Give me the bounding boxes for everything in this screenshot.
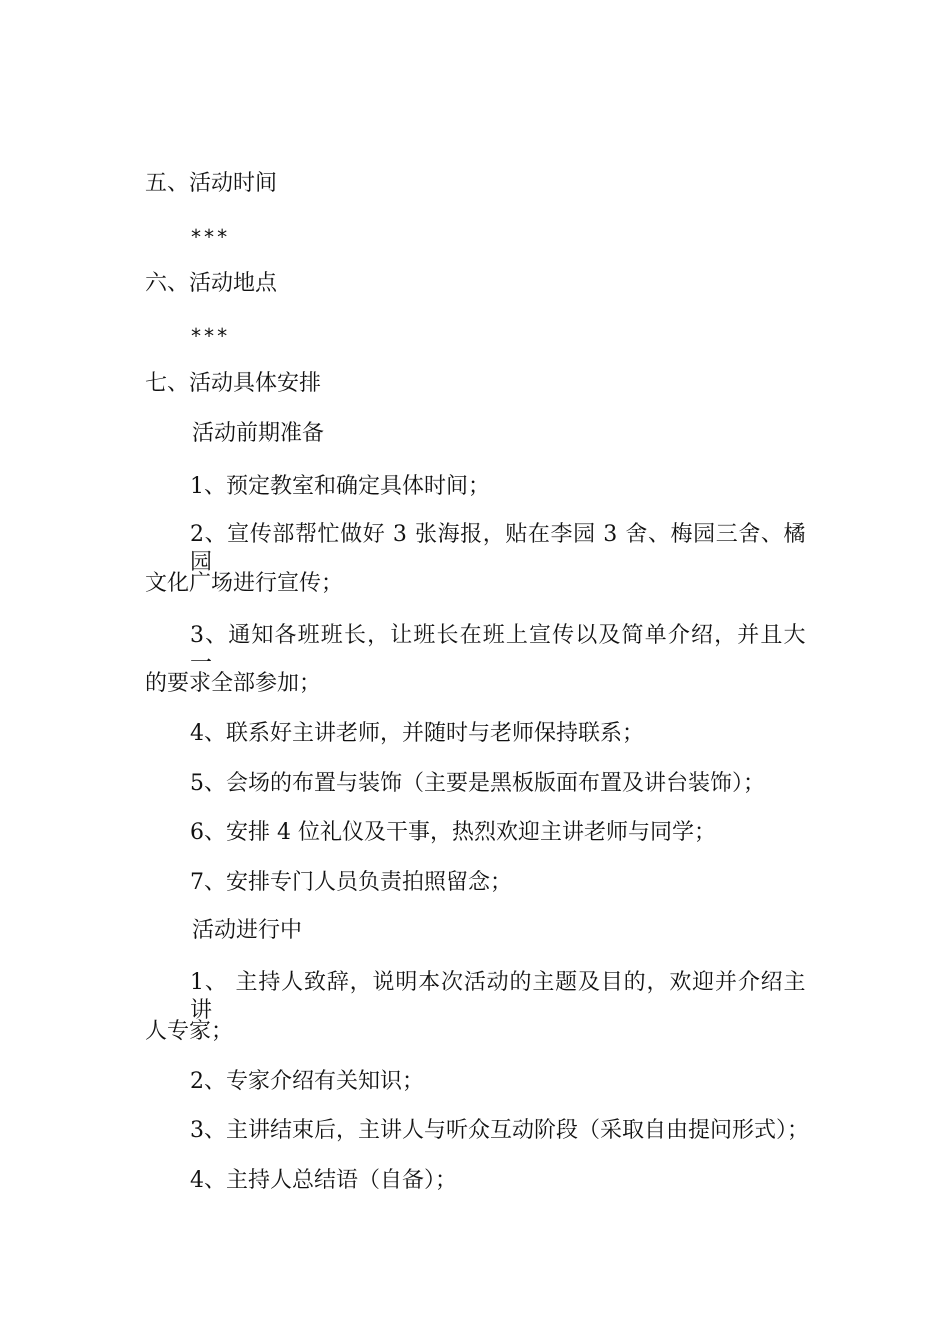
prep-item: 7、安排专门人员负责拍照留念； (190, 870, 512, 895)
prep-item: 6、安排 4 位礼仪及干事，热烈欢迎主讲老师与同学； (190, 820, 716, 845)
prep-item-continuation: 文化广场进行宣传； (145, 571, 344, 596)
prep-item: 2、宣传部帮忙做好 3 张海报，贴在李园 3 舍、梅园三舍、橘园 (190, 522, 806, 575)
prep-item: 5、会场的布置与装饰（主要是黑板版面布置及讲台装饰）； (190, 771, 765, 796)
prep-item: 1、预定教室和确定具体时间； (190, 474, 490, 499)
subheading-preparation: 活动前期准备 (192, 421, 325, 446)
during-item: 3、主讲结束后，主讲人与听众互动阶段（采取自由提问形式）； (190, 1118, 809, 1143)
section-content-location: *** (190, 324, 230, 348)
prep-item: 3、通知各班班长，让班长在班上宣传以及简单介绍，并且大一 (190, 623, 806, 676)
during-item: 1、 主持人致辞，说明本次活动的主题及目的，欢迎并介绍主讲 (190, 970, 806, 1023)
section-content-time: *** (190, 225, 230, 249)
subheading-during: 活动进行中 (192, 918, 303, 943)
during-item-continuation: 人专家； (145, 1019, 234, 1044)
section-heading-schedule: 七、活动具体安排 (145, 371, 322, 396)
section-heading-location: 六、活动地点 (145, 271, 278, 296)
prep-item: 4、联系好主讲老师，并随时与老师保持联系； (190, 721, 644, 746)
during-item: 2、专家介绍有关知识； (190, 1069, 424, 1094)
during-item: 4、主持人总结语（自备）； (190, 1168, 457, 1193)
prep-item-continuation: 的要求全部参加； (145, 671, 322, 696)
section-heading-time: 五、活动时间 (145, 171, 278, 196)
